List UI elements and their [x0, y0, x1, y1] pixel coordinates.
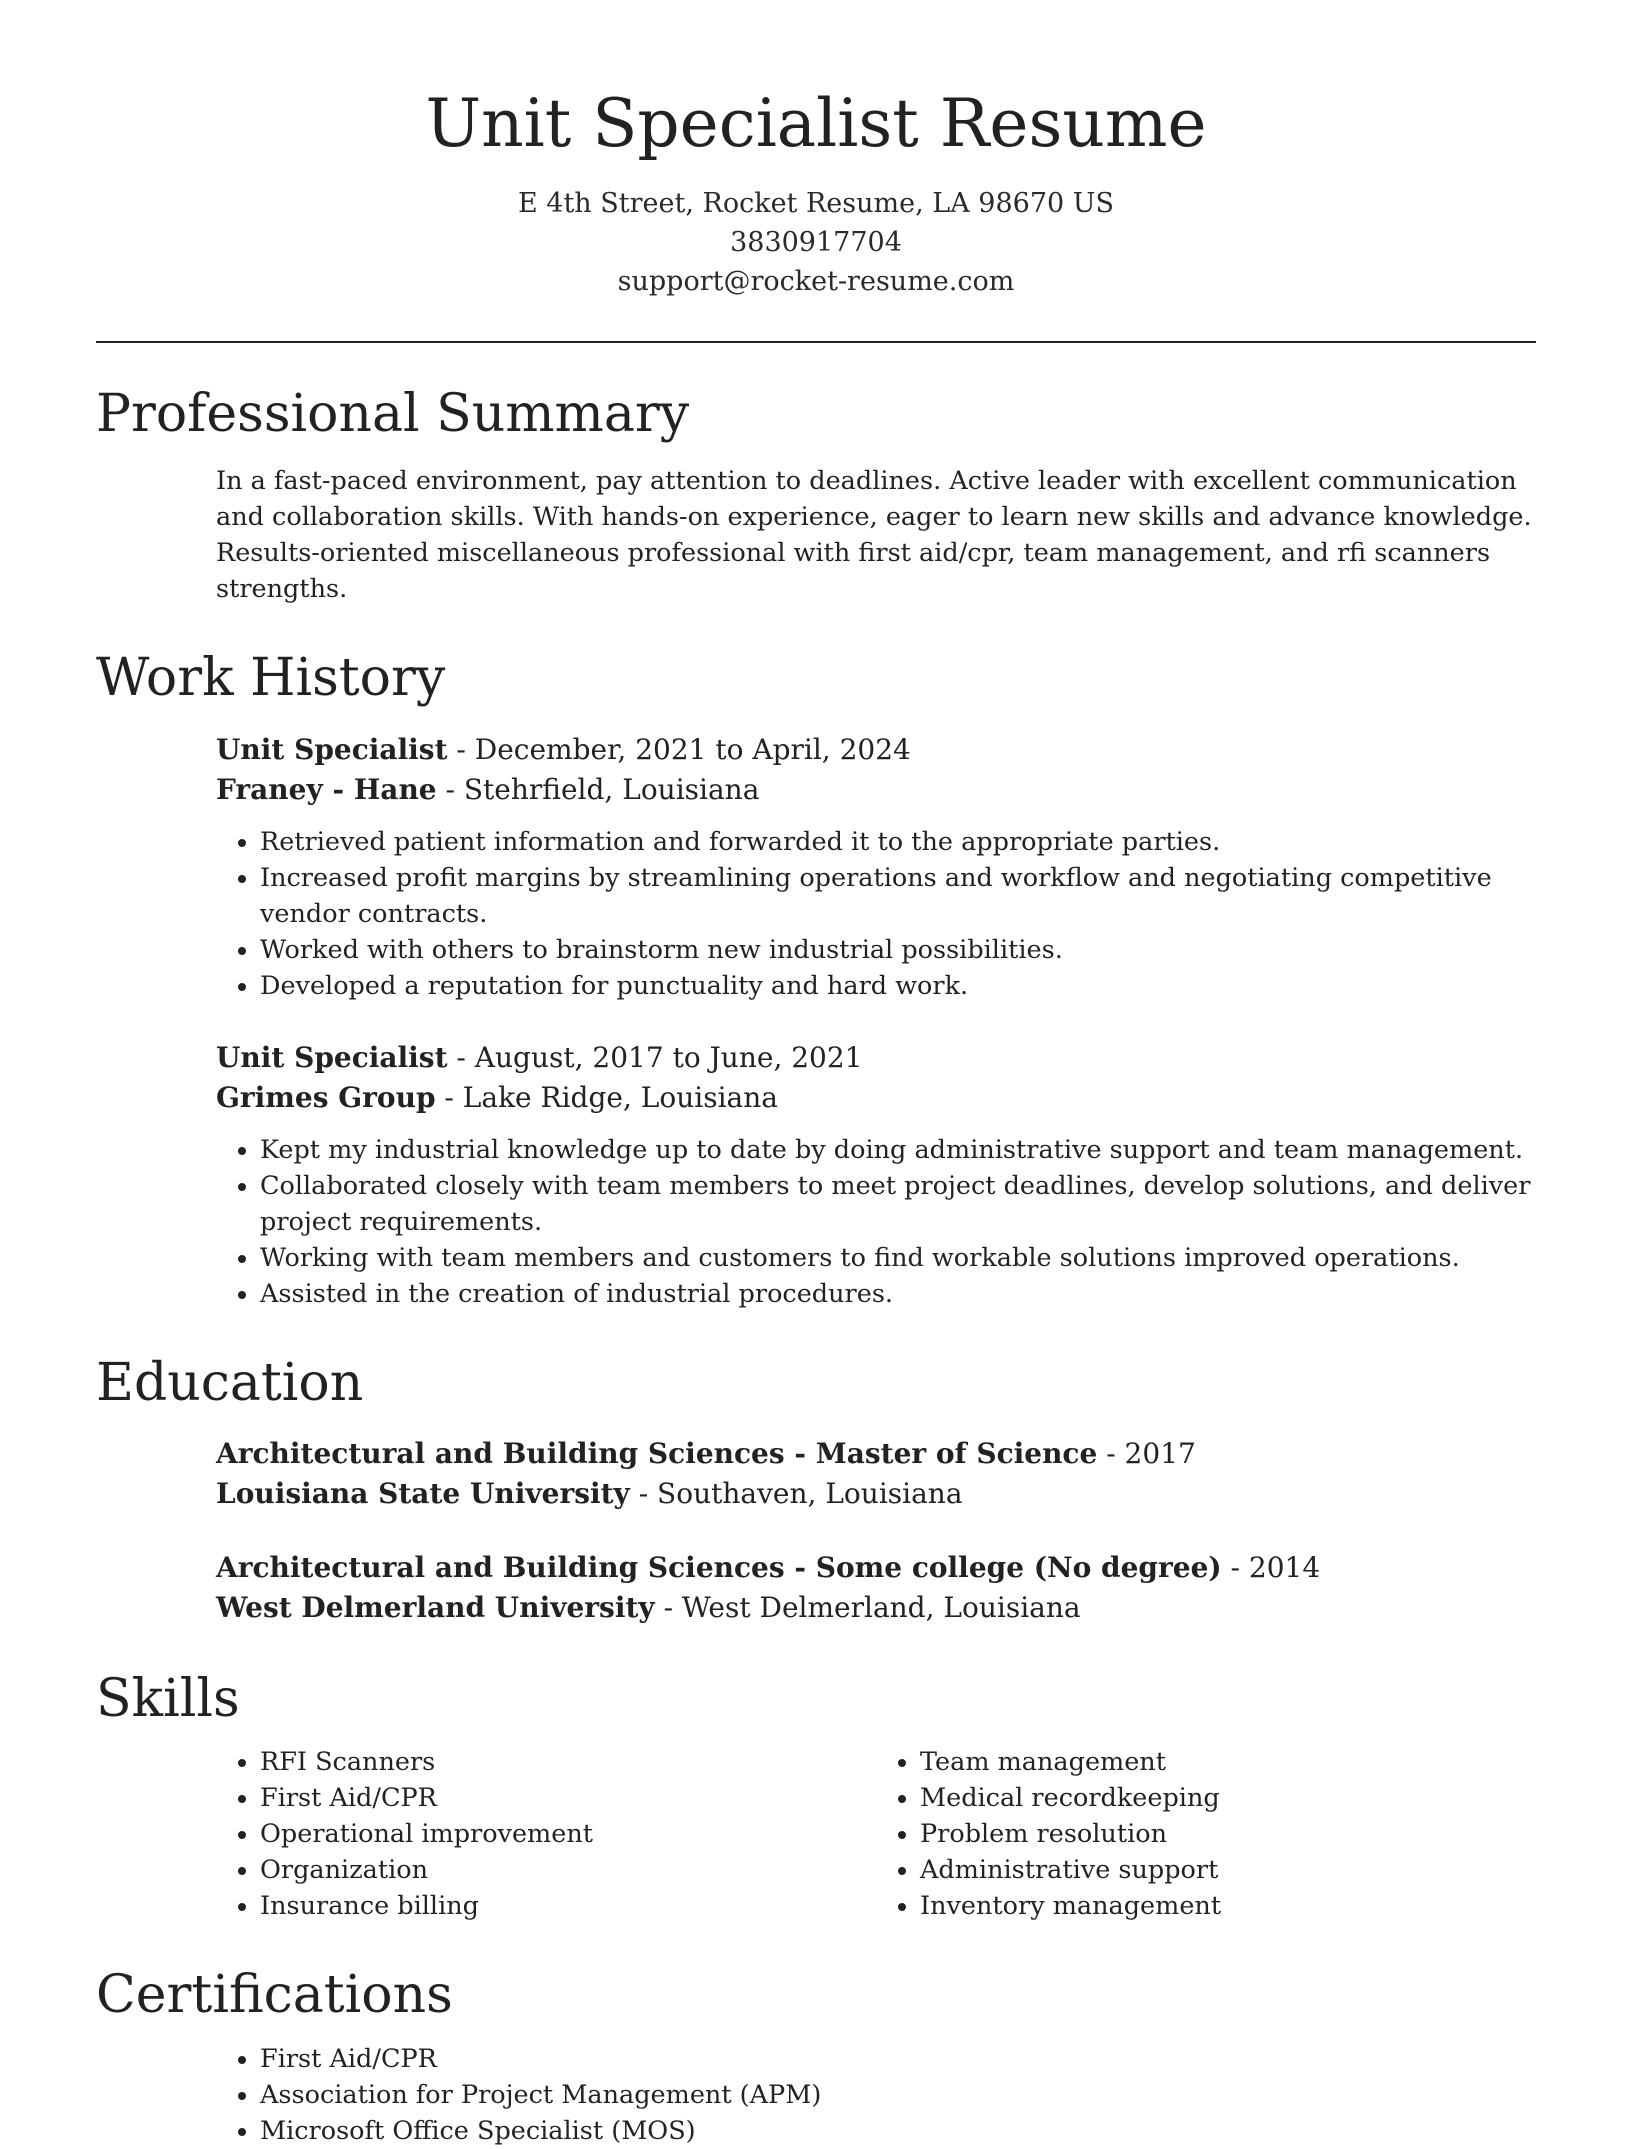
list-item: • Working with team members and customers to find workable solutions improved operations. — [260, 1240, 1536, 1276]
education-degree-line — [216, 1434, 1536, 1474]
resume-title: Unit Specialist Resume — [425, 85, 1207, 162]
education-school-line — [216, 1588, 1536, 1628]
job-bullets — [216, 1132, 1536, 1312]
education-entry — [216, 1548, 1536, 1628]
job-dates: - December, 2021 to April, 2024 — [447, 732, 911, 766]
contact-phone: 3830917704 — [730, 226, 902, 258]
education-entry — [216, 1434, 1536, 1514]
job-role: Unit Specialist — [216, 732, 448, 766]
list-item: • Medical recordkeeping — [920, 1780, 1536, 1816]
education-degree: Architectural and Building Sciences - Some college (No degree) — [216, 1551, 1222, 1585]
education-degree: Architectural and Building Sciences - Master of Science — [216, 1437, 1098, 1471]
skills-section — [96, 1668, 1536, 1924]
list-item: • Kept my industrial knowledge up to date by doing administrative support and team management. — [260, 1132, 1536, 1168]
summary-section — [96, 383, 1536, 607]
job-company-line — [216, 1078, 1536, 1118]
list-item: • Organization — [260, 1852, 876, 1888]
list-item: • Developed a reputation for punctuality and hard work. — [260, 968, 1536, 1004]
list-item: • Problem resolution — [920, 1816, 1536, 1852]
education-location: - West Delmerland, Louisiana — [654, 1591, 1081, 1625]
education-location: - Southaven, Louisiana — [629, 1477, 963, 1511]
list-item: • Retrieved patient information and forwarded it to the appropriate parties. — [260, 824, 1536, 860]
job-bullets — [216, 824, 1536, 1004]
job-entry — [216, 730, 1536, 1004]
list-item: • Association for Project Management (APM) — [260, 2077, 1536, 2113]
skills-right-list — [876, 1744, 1536, 1924]
skills-left-list — [216, 1744, 876, 1924]
job-company: Franey - Hane — [216, 772, 437, 806]
education-school: West Delmerland University — [216, 1591, 655, 1625]
work-history-heading: Work History — [96, 648, 446, 709]
skills-heading: Skills — [96, 1669, 240, 1730]
skills-columns — [216, 1744, 1536, 1924]
list-item: • Microsoft Office Specialist (MOS) — [260, 2113, 1536, 2149]
job-title-line — [216, 1038, 1536, 1078]
job-dates: - August, 2017 to June, 2021 — [447, 1040, 863, 1074]
summary-heading: Professional Summary — [96, 383, 690, 444]
certifications-section — [96, 1964, 1536, 2148]
list-item: • RFI Scanners — [260, 1744, 876, 1780]
header-divider — [96, 341, 1536, 343]
job-title-line — [216, 730, 1536, 770]
job-role: Unit Specialist — [216, 1040, 448, 1074]
list-item: • Worked with others to brainstorm new industrial possibilities. — [260, 932, 1536, 968]
education-heading: Education — [96, 1352, 364, 1413]
education-degree-line — [216, 1548, 1536, 1588]
certifications-heading: Certifications — [96, 1965, 453, 2026]
job-entry — [216, 1038, 1536, 1312]
list-item: • Operational improvement — [260, 1816, 876, 1852]
list-item: • Insurance billing — [260, 1888, 876, 1924]
list-item: • Administrative support — [920, 1852, 1536, 1888]
list-item: • First Aid/CPR — [260, 1780, 876, 1816]
job-company-line — [216, 770, 1536, 810]
resume-header — [96, 0, 1536, 301]
summary-text: In a fast-paced environment, pay attention to deadlines. Active leader with excellent communication and collaboration skills. With hands-on experience, eager to learn new skills and advance knowledge. Results-oriented miscellaneous professional with first aid/cpr, team management, and rfi scanners strengths. — [216, 466, 1532, 605]
list-item: • Team management — [920, 1744, 1536, 1780]
list-item: • Inventory management — [920, 1888, 1536, 1924]
list-item: • Increased profit margins by streamlining operations and workflow and negotiating competitive vendor contracts. — [260, 860, 1536, 932]
education-school-line — [216, 1474, 1536, 1514]
education-section — [96, 1352, 1536, 1628]
job-location: - Lake Ridge, Louisiana — [435, 1080, 778, 1114]
education-year: - 2017 — [1097, 1437, 1196, 1471]
work-history-section — [96, 647, 1536, 1311]
contact-address: E 4th Street, Rocket Resume, LA 98670 US — [517, 187, 1115, 219]
list-item: • Collaborated closely with team members to meet project deadlines, develop solutions, and deliver project requirements. — [260, 1168, 1536, 1240]
education-school: Louisiana State University — [216, 1477, 630, 1511]
list-item: • Assisted in the creation of industrial procedures. — [260, 1276, 1536, 1312]
list-item: • First Aid/CPR — [260, 2041, 1536, 2077]
certifications-list — [216, 2041, 1536, 2149]
education-year: - 2014 — [1221, 1551, 1321, 1585]
contact-email: support@rocket-resume.com — [617, 265, 1015, 297]
job-company: Grimes Group — [216, 1080, 436, 1114]
job-location: - Stehrfield, Louisiana — [436, 772, 760, 806]
